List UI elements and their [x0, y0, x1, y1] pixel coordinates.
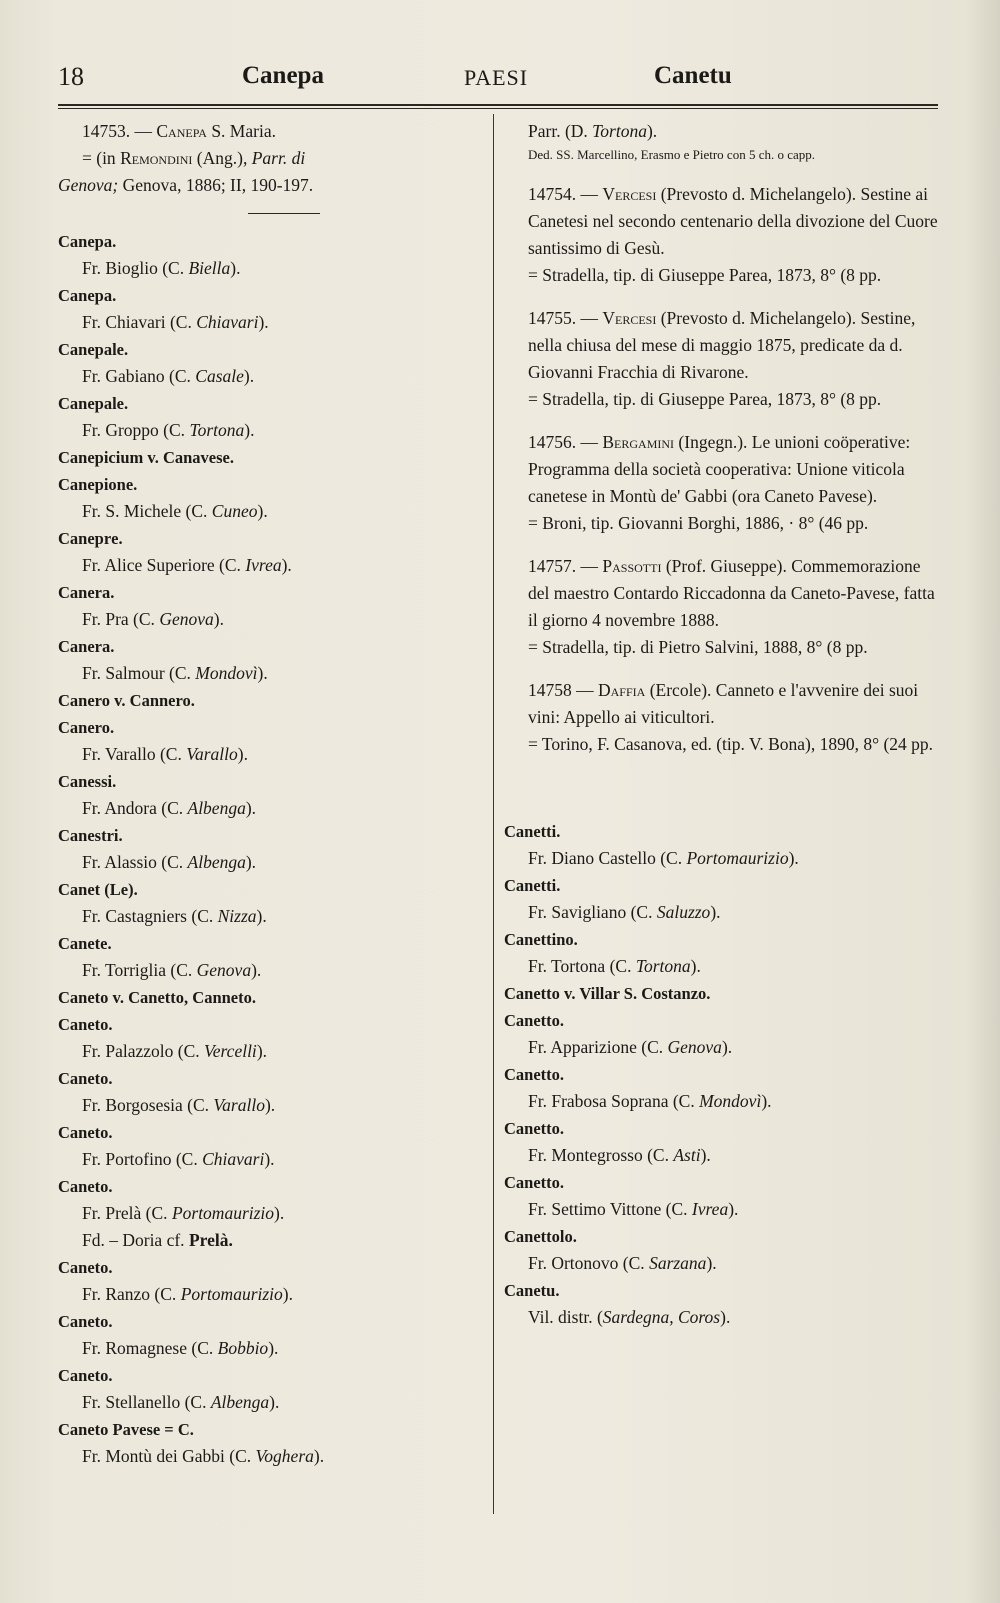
- entry-reference: [58, 849, 488, 876]
- entry-reference-end: ).: [788, 848, 799, 868]
- right-numbered-list: [504, 181, 940, 758]
- entry-reference: [58, 417, 488, 444]
- index-entry: [58, 633, 488, 687]
- entry-reference: [504, 899, 940, 926]
- numbered-entry-text: [504, 305, 940, 386]
- entry-place: Genova: [159, 609, 214, 629]
- entry-headword: Canepicium v. Canavese.: [58, 448, 235, 467]
- index-entry: [58, 228, 488, 282]
- numbered-entry: [504, 553, 940, 661]
- entry-place: Voghera: [255, 1446, 314, 1466]
- entry-place: Ivrea: [691, 1199, 729, 1219]
- index-entry: [58, 876, 488, 930]
- header-rule: [58, 104, 938, 106]
- entry-reference: [504, 953, 940, 980]
- entry-number: 14754.: [528, 184, 577, 204]
- entry-place: Tortona: [189, 420, 245, 440]
- entry-reference-end: ).: [243, 366, 255, 386]
- entry-reference-end: ).: [761, 1091, 772, 1111]
- entry-reference: [58, 1146, 488, 1173]
- entry-reference-text: Fr. Alassio (C.: [82, 852, 188, 872]
- entry-dash: —: [576, 184, 603, 204]
- entry-headword: Caneto Pavese = C.: [58, 1420, 194, 1439]
- entry-reference-end: ).: [258, 312, 269, 332]
- entry-reference-text: Fr. Andora (C.: [82, 798, 188, 818]
- entry-reference-end: ).: [700, 1145, 711, 1165]
- entry-headword: Canetto.: [504, 1173, 565, 1192]
- entry-reference-text: Fr. Varallo (C.: [82, 744, 187, 764]
- entry-reference-end: ).: [274, 1203, 285, 1223]
- entry-reference-text: Fr. Pra (C.: [82, 609, 160, 629]
- index-entry: [58, 984, 488, 1011]
- parr-line: Parr. (D. Tortona).: [528, 121, 658, 141]
- numbered-entry: [58, 118, 488, 199]
- numbered-entry: [504, 305, 940, 413]
- entry-reference-end: ).: [251, 960, 262, 980]
- entry-reference: [58, 498, 488, 525]
- entry-headword: Canero.: [58, 718, 115, 737]
- entry-number: 14758: [528, 680, 572, 700]
- entry-number: 14755.: [528, 308, 577, 328]
- entry-place: Cuneo: [211, 501, 258, 521]
- entry-reference-end: ).: [244, 420, 255, 440]
- entry-place: Varallo: [213, 1095, 265, 1115]
- entry-headword: Caneprе.: [58, 529, 123, 548]
- entry-reference-text: Fr. Savigliano (C.: [528, 902, 657, 922]
- entry-reference: [504, 1196, 940, 1223]
- entry-reference-text: Fr. Palazzolo (C.: [82, 1041, 204, 1061]
- index-entry: [58, 444, 488, 471]
- running-head-right: Canetu: [654, 62, 732, 89]
- entry-headword: Caneto.: [58, 1177, 113, 1196]
- entry-headword: Canetti.: [504, 822, 561, 841]
- entry-line: Genova; Genova, 1886; II, 190-197.: [58, 175, 314, 195]
- entry-reference-text: Fr. Montegrosso (C.: [528, 1145, 674, 1165]
- entry-place: Albenga: [210, 1392, 270, 1412]
- entry-reference: [58, 903, 488, 930]
- entry-reference: [504, 1142, 940, 1169]
- entry-place: Genova: [667, 1037, 722, 1057]
- index-entry: [58, 1173, 488, 1254]
- entry-reference-end: ).: [282, 1284, 293, 1304]
- entry-reference-end: ).: [213, 609, 224, 629]
- entry-reference-text: Fr. Prelà (C.: [82, 1203, 172, 1223]
- entry-place: Chiavari: [196, 312, 259, 332]
- entry-place: Chiavari: [202, 1149, 265, 1169]
- entry-reference-text: Fr. Frabosa Soprana (C.: [528, 1091, 700, 1111]
- entry-reference-text: Fr. Castagniers (C.: [82, 906, 218, 926]
- index-entry: [58, 1011, 488, 1065]
- index-entry: [504, 1061, 940, 1115]
- index-entry: [58, 1065, 488, 1119]
- index-entry: [58, 471, 488, 525]
- left-column: [58, 118, 488, 1470]
- entry-imprint: = Stradella, tip. di Pietro Salvini, 1888, 8° (8 pp.: [528, 637, 868, 657]
- index-entry: [504, 980, 940, 1007]
- entry-title: S. Maria.: [211, 121, 276, 141]
- numbered-entry: [504, 181, 940, 289]
- index-entry: [58, 1308, 488, 1362]
- index-entry: [58, 336, 488, 390]
- entry-reference-end: ).: [256, 1041, 268, 1061]
- index-entry: [504, 926, 940, 980]
- entry-reference-text: Fr. Apparizione (C.: [528, 1037, 668, 1057]
- numbered-entry: [504, 677, 940, 758]
- column-divider: [493, 114, 494, 1514]
- entry-dash: —: [571, 680, 598, 700]
- entry-author: Remondini: [120, 148, 193, 168]
- entry-headword: Canetu.: [504, 1281, 560, 1300]
- entry-headword: Canet (Le).: [58, 880, 138, 899]
- entry-reference-text: Fr. Bioglio (C.: [82, 258, 189, 278]
- index-entry: [58, 1254, 488, 1308]
- entry-reference: [58, 795, 488, 822]
- index-entry: [58, 525, 488, 579]
- entry-reference-end: ).: [728, 1199, 739, 1219]
- entry-reference: [58, 1443, 488, 1470]
- entry-title: (Prof. Giuseppe). Commemorazione del maestro Contardo Riccadonna da Caneto-Pavese, fatta il giorno 4 novembre 1888.: [528, 556, 935, 630]
- entry-reference-end: ).: [721, 1037, 733, 1057]
- entry-place: Portomaurizio: [686, 848, 789, 868]
- entry-headword: Canera.: [58, 637, 115, 656]
- entry-reference-end: ).: [264, 1149, 275, 1169]
- entry-place: Mondovì: [195, 663, 258, 683]
- entry-imprint: = Torino, F. Casanova, ed. (tip. V. Bona), 1890, 8° (24 pp.: [528, 734, 934, 754]
- entry-place: Genova: [196, 960, 252, 980]
- entry-reference-end: ).: [710, 902, 721, 922]
- index-entry: [58, 282, 488, 336]
- entry-dash: —: [576, 308, 603, 328]
- running-head: [58, 62, 942, 98]
- entry-reference-end: ).: [690, 956, 701, 976]
- entry-headword: Caneto.: [58, 1258, 113, 1277]
- entry-reference-end: ).: [230, 258, 241, 278]
- index-entry: [504, 1007, 940, 1061]
- entry-reference: [58, 255, 488, 282]
- index-entry: [58, 579, 488, 633]
- entry-imprint: = Stradella, tip. di Giuseppe Parea, 1873, 8° (8 pp.: [528, 265, 882, 285]
- entry-reference: [58, 363, 488, 390]
- entry-title: (Ingegn.). Le unioni coöperative: Programma della società cooperativa: Unione viticola canetese in Montù de' Gabbi (ora Caneto Pavese).: [528, 432, 911, 506]
- entry-place: Sardegna, Coros: [602, 1307, 721, 1327]
- entry-place: Tortona: [635, 956, 691, 976]
- entry-reference-text: Fr. Torriglia (C.: [82, 960, 197, 980]
- entry-headword: Canettino.: [504, 930, 578, 949]
- entry-reference-text: Fr. Ortonovo (C.: [528, 1253, 650, 1273]
- running-head-section: PAESI: [464, 65, 529, 90]
- entry-reference-end: ).: [256, 906, 267, 926]
- numbered-entry-text: [504, 181, 940, 262]
- index-entry: [58, 1119, 488, 1173]
- entry-dash: —: [576, 432, 603, 452]
- entry-headword: Canetto.: [504, 1011, 565, 1030]
- entry-headword: Canetto v. Villar S. Costanzo.: [504, 984, 711, 1003]
- entry-reference-text: Fr. Gabiano (C.: [82, 366, 196, 386]
- entry-reference: [58, 1281, 488, 1308]
- entry-reference-end: ).: [268, 1338, 279, 1358]
- left-entry-list: [58, 228, 488, 1470]
- entry-reference: [58, 660, 488, 687]
- index-entry: [504, 1277, 940, 1331]
- entry-reference-end: ).: [281, 555, 292, 575]
- entry-line: 14753. — Canepa S. Maria.: [82, 121, 276, 141]
- entry-reference-end: ).: [245, 852, 257, 872]
- entry-reference: [504, 1304, 940, 1331]
- entry-reference-text: Fr. Alice Superiore (C.: [82, 555, 246, 575]
- entry-reference: [58, 1092, 488, 1119]
- entry-place: Saluzzo: [656, 902, 711, 922]
- entry-place: Biella: [188, 258, 231, 278]
- entry-headword: Canestri.: [58, 826, 123, 845]
- entry-reference-end: ).: [264, 1095, 276, 1115]
- entry-headword: Canettolo.: [504, 1227, 577, 1246]
- entry-reference-text: Fr. Stellanello (C.: [82, 1392, 211, 1412]
- entry-headword: Caneto.: [58, 1312, 113, 1331]
- index-entry: [504, 1169, 940, 1223]
- entry-dash: —: [576, 556, 603, 576]
- entry-place: Portomaurizio: [171, 1203, 275, 1223]
- page-number: 18: [58, 62, 84, 91]
- index-entry: [58, 930, 488, 984]
- entry-headword: Canero v. Cannero.: [58, 691, 195, 710]
- entry-place: Bobbio: [217, 1338, 269, 1358]
- entry-headword: Caneto.: [58, 1366, 113, 1385]
- index-entry: [504, 872, 940, 926]
- entry-reference: [58, 309, 488, 336]
- numbered-entry-text: [504, 677, 940, 731]
- entry-author: Vercesi: [602, 308, 657, 328]
- entry-reference-text: Fr. Salmour (C.: [82, 663, 196, 683]
- index-entry: [58, 1416, 488, 1470]
- entry-reference: [58, 606, 488, 633]
- entry-reference: [504, 1250, 940, 1277]
- entry-reference-text: Fr. Tortona (C.: [528, 956, 636, 976]
- entry-headword: Canetti.: [504, 876, 561, 895]
- entry-headword: Canetto.: [504, 1119, 565, 1138]
- entry-headword: Canepale.: [58, 340, 129, 359]
- entry-headword: Canessi.: [58, 772, 117, 791]
- entry-place: Portomaurizio: [180, 1284, 283, 1304]
- entry-note: [58, 1227, 488, 1254]
- index-entry: [58, 768, 488, 822]
- entry-reference-text: Fr. Montù dei Gabbi (C.: [82, 1446, 256, 1466]
- entry-place: Ivrea: [245, 555, 282, 575]
- index-entry: [58, 687, 488, 714]
- entry-place: Asti: [673, 1145, 701, 1165]
- entry-headword: Canete.: [58, 934, 112, 953]
- entry-headword: Canepa.: [58, 232, 117, 251]
- entry-headword: Caneto.: [58, 1015, 113, 1034]
- entry-author: Daffia: [598, 680, 646, 700]
- index-entry: [504, 1115, 940, 1169]
- entry-number: 14753.: [82, 121, 131, 141]
- entry-reference: [58, 1335, 488, 1362]
- entry-place: Sarzana: [649, 1253, 707, 1273]
- entry-author: Vercesi: [602, 184, 657, 204]
- entry-place: Albenga: [187, 852, 246, 872]
- entry-author: Bergamini: [602, 432, 675, 452]
- entry-reference: [58, 741, 488, 768]
- entry-reference-text: Fr. Borgosesia (C.: [82, 1095, 214, 1115]
- index-entry: [58, 822, 488, 876]
- entry-imprint: = Stradella, tip. di Giuseppe Parea, 1873, 8° (8 pp.: [528, 389, 882, 409]
- entry-title: (Ercole). Canneto e l'avvenire dei suoi vini: Appello ai viticultori.: [528, 680, 919, 727]
- dedication-line: Ded. SS. Marcellino, Erasmo e Pietro con 5 ch. o capp.: [528, 147, 816, 162]
- entry-reference: [58, 957, 488, 984]
- entry-reference: [504, 1034, 940, 1061]
- entry-reference-text: Vil. distr. (: [528, 1307, 603, 1327]
- entry-title: (Prevosto d. Michelangelo). Sestine ai Canetesi nel secondo centenario della divozione del Cuore santissimo di Gesù.: [528, 184, 938, 258]
- entry-reference-end: ).: [257, 663, 268, 683]
- entry-headword: Caneto.: [58, 1069, 113, 1088]
- entry-reference-end: ).: [269, 1392, 280, 1412]
- entry-reference: [58, 552, 488, 579]
- header-rule-thin: [58, 108, 938, 109]
- entry-reference-text: Fr. Portofino (C.: [82, 1149, 203, 1169]
- right-column: [504, 118, 940, 1331]
- entry-headword: Canepa.: [58, 286, 117, 305]
- entry-place: Mondovì: [699, 1091, 762, 1111]
- entry-reference: [58, 1200, 488, 1227]
- entry-headword: Canepale.: [58, 394, 129, 413]
- entry-reference-end: ).: [706, 1253, 717, 1273]
- entry-place: Nizza: [217, 906, 257, 926]
- entry-place: Vercelli: [204, 1041, 257, 1061]
- numbered-entry-text: [504, 429, 940, 510]
- entry-note-ref: Prelà.: [188, 1230, 233, 1250]
- index-entry: [504, 818, 940, 872]
- entry-headword: Canera.: [58, 583, 115, 602]
- entry-number: 14756.: [528, 432, 577, 452]
- entry-reference-text: Fr. Settimo Vittone (C.: [528, 1199, 692, 1219]
- entry-reference: [58, 1038, 488, 1065]
- index-entry: [58, 1362, 488, 1416]
- entry-place: Casale: [195, 366, 244, 386]
- entry-title: (Prevosto d. Michelangelo). Sestine, nella chiusa del mese di maggio 1875, predicate da d. Giovanni Fracchia di Rivarone.: [528, 308, 916, 382]
- entry-reference-end: ).: [720, 1307, 731, 1327]
- entry-imprint: = Broni, tip. Giovanni Borghi, 1886, · 8° (46 pp.: [528, 513, 869, 533]
- entry-reference-text: Fr. S. Michele (C.: [82, 501, 212, 521]
- entry-reference-text: Fr. Ranzo (C.: [82, 1284, 181, 1304]
- running-head-left: Canepa: [242, 62, 324, 89]
- entry-headword: Caneto.: [58, 1123, 113, 1142]
- index-entry: [504, 1223, 940, 1277]
- entry-reference-end: ).: [245, 798, 257, 818]
- entry-number: 14757.: [528, 556, 577, 576]
- index-entry: [58, 714, 488, 768]
- entry-note-text: Fd. – Doria cf.: [82, 1230, 189, 1250]
- entry-reference-text: Fr. Diano Castello (C.: [528, 848, 687, 868]
- right-entry-list: [504, 818, 940, 1331]
- entry-place: Varallo: [186, 744, 238, 764]
- entry-author: Canepa: [156, 121, 207, 141]
- entry-reference-end: ).: [257, 501, 268, 521]
- entry-headword: Canepione.: [58, 475, 138, 494]
- entry-headword: Canetto.: [504, 1065, 565, 1084]
- entry-headword: Caneto v. Canetto, Canneto.: [58, 988, 256, 1007]
- entry-reference-text: Fr. Groppo (C.: [82, 420, 190, 440]
- entry-author: Passotti: [602, 556, 662, 576]
- entry-reference: [58, 1389, 488, 1416]
- section-rule: [248, 213, 320, 214]
- entry-reference-text: Fr. Romagnese (C.: [82, 1338, 218, 1358]
- entry-reference-end: ).: [237, 744, 248, 764]
- entry-place: Albenga: [187, 798, 246, 818]
- entry-reference: [504, 845, 940, 872]
- entry-reference-end: ).: [313, 1446, 325, 1466]
- entry-reference: [504, 1088, 940, 1115]
- entry-reference-text: Fr. Chiavari (C.: [82, 312, 197, 332]
- index-entry: [58, 390, 488, 444]
- entry-line: = (in Remondini (Ang.), Parr. di: [82, 148, 306, 168]
- numbered-entry-text: [504, 553, 940, 634]
- numbered-entry: [504, 429, 940, 537]
